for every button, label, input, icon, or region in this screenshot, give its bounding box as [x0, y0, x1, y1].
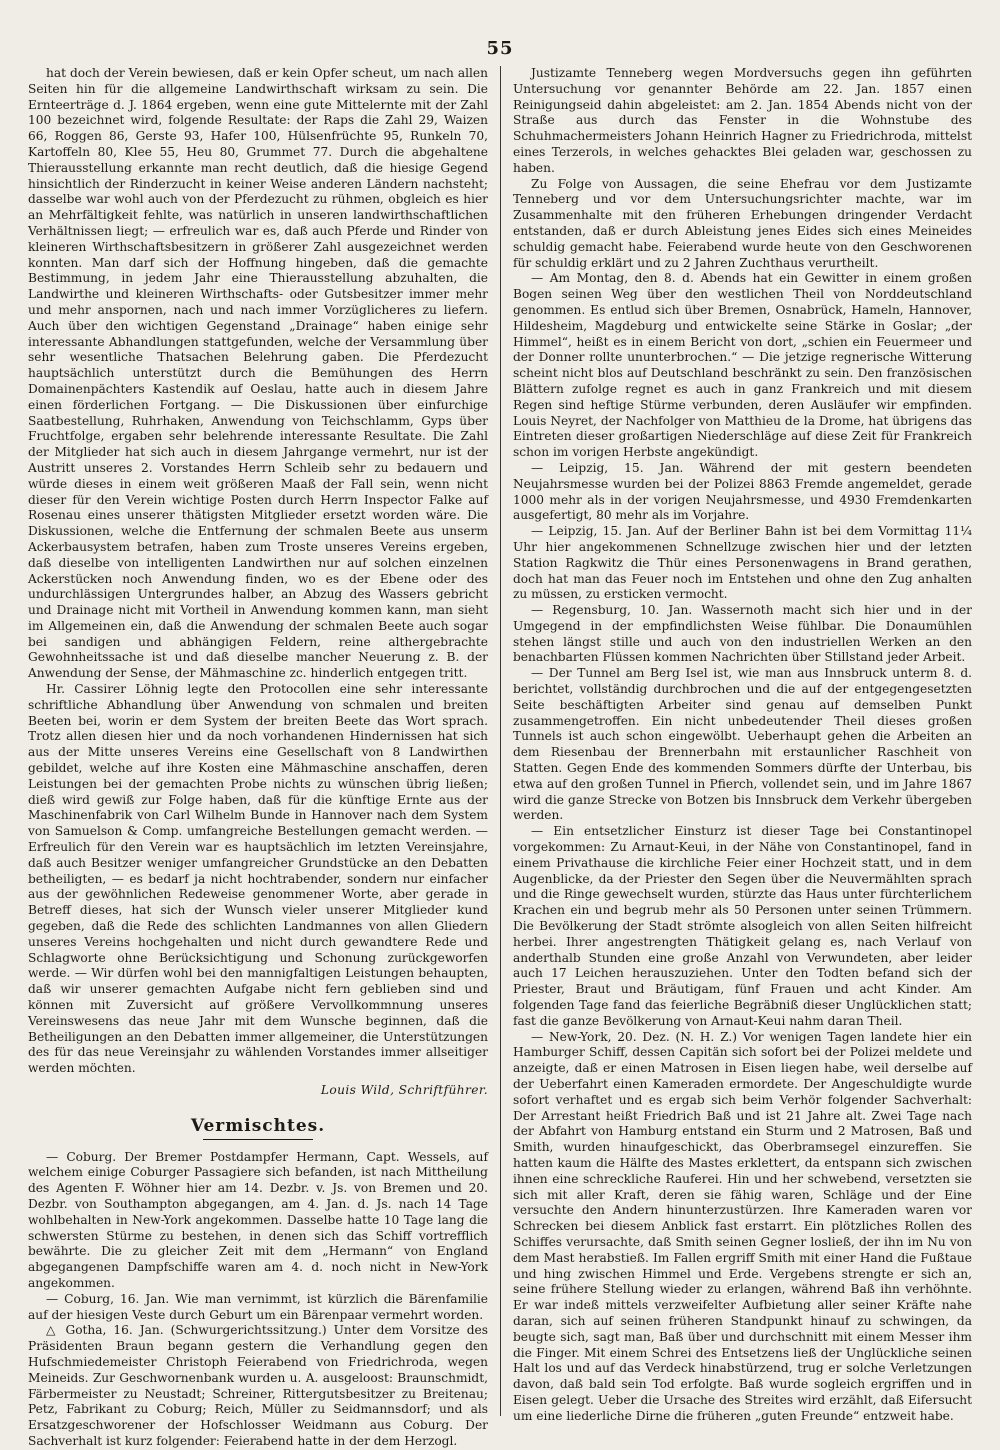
section-title-vermischtes — [28, 1115, 488, 1140]
news-item-thunderstorm: — Am Montag, den 8. d. Abends hat ein Gewitter in einem großen Bogen seinen Weg über den westlichen Theil von Norddeutschland genommen. Es entlud sich über Bremen, Osnabrück, Hameln, Hannover, Hildesheim, Magdeburg und entwickelte seine Stärke in Goslar; „der Himmel“, heißt es in einem Bericht von dort, „schien ein Feuermeer und der Donner rollte ununterbrochen.“ — Die jetzige regnerische Witterung scheint nicht blos auf Deutschland beschränkt zu sein. Den französischen Blättern zufolge regnet es auch in ganz Frankreich und mit diesem Regen sind heftige Stürme verbunden, deren Ausläufer wir empfinden. Louis Neyret, der Nachfolger von Matthieu de la Drome, hat übrigens das Eintreten dieser großartigen Niederschläge auf diese Zeit für Frankreich schon im vorigen Herbste angekündigt. — [513, 271, 972, 460]
news-item-gotha-verdict: Zu Folge von Aussagen, die seine Ehefrau vor dem Justizamte Tenneberg und vor dem Untersuchungsrichter machte, war im Zusammenhalte mit den früheren Erhebungen dringender Verdacht entstanden, daß er durch Ableistung jenes Eides sich eines Meineides schuldig gemacht habe. Feierabend wurde heute von den Geschworenen für schuldig erklärt und zu 2 Jahren Zuchthaus verurtheilt. — [513, 176, 972, 270]
right-column — [500, 66, 972, 1423]
news-item-leipzig-train-fire: — Leipzig, 15. Jan. Auf der Berliner Bahn ist bei dem Vormittag 11¼ Uhr hier angekommenen Schnellzuge zwischen hier und der letzten Station Ragkwitz die Thür eines Personenwagens in Brand gerathen, doch hat man das Feuer noch im Entstehen und ohne den Zug anhalten zu müssen, zu ersticken vermocht. — [513, 524, 972, 602]
news-item-gotha-trial: △ Gotha, 16. Jan. (Schwurgerichtssitzung.) Unter dem Vorsitze des Präsidenten Braun begann gestern die Verhandlung gegen den Hufschmiedemeister Christoph Feierabend von Friedrichroda, wegen Meineids. Zur Geschwornenbank wurden u. A. ausgeloost: Braunschmidt, Färbermeister zu Neustadt; Schreiner, Rittergutsbesitzer zu Breitenau; Petz, Fabrikant zu Coburg; Reich, Müller zu Seidmannsdorf; und als Ersatzgeschworener der Hofschlosser Weidmann aus Coburg. Der Sachverhalt ist kurz folgender: Feierabend hatte in der dem Herzogl. — [28, 1323, 488, 1448]
report-signature: Louis Wild, Schriftführer. — [320, 1083, 488, 1097]
news-item-coburg-bears: — Coburg, 16. Jan. Wie man vernimmt, ist kürzlich die Bärenfamilie auf der hiesigen Veste durch Geburt um ein Bärenpaar vermehrt worden. — [28, 1291, 488, 1322]
page-number: 55 — [486, 38, 514, 59]
news-item-regensburg-drought: — Regensburg, 10. Jan. Wassernoth macht sich hier und in der Umgegend in der empfindlichsten Weise fühlbar. Die Donaumühlen stehen längst stille und auch von den industriellen Werken an den benachbarten Flüssen kommen Nachrichten über Stillstand jeder Arbeit. — [513, 603, 972, 665]
left-column — [28, 66, 500, 1448]
news-item-new-york-ship: — New-York, 20. Dez. (N. H. Z.) Vor wenigen Tagen landete hier ein Hamburger Schiff, dessen Capitän sich sofort bei der Polizei meldete und anzeigte, daß er einen Matrosen in Eisen liegen habe, weil derselbe auf der Ueberfahrt einen Kameraden ermordete. Der Angeschuldigte wurde sofort verhaftet und es ergab sich beim Verhör folgender Sachverhalt: Der Arrestant heißt Friedrich Baß und ist 21 Jahre alt. Zwei Tage nach der Abfahrt von Hamburg entstand ein Sturm und 2 Matrosen, Baß und Smith, wurden hinaufgeschickt, das Oberbramsegel einzureffen. Sie hatten kaum die Hälfte des Mastes erklettert, da entspann sich zwischen ihnen eine schreckliche Rauferei. Hin und her schwebend, versetzten sie sich mit aller Kraft, deren sie fähig waren, Schläge und der Eine versuchte den Andern hinunterzustürzen. Ihre Kameraden waren vor Schrecken bei diesem Anblick fast erstarrt. Ein plötzliches Rollen des Schiffes verursachte, daß Smith seinen Gegner losließ, der ihn im Nu von dem Mast herabstieß. Im Fallen ergriff Smith mit einer Hand die Fußtaue und hing zwischen Himmel und Erde. Vergebens strengte er sich an, seine frühere Stellung wieder zu erlangen, während Baß ihn verhöhnte. Er war indeß mittels verzweifelter Aufbietung aller seiner Kräfte nahe daran, sich auf seinen früheren Standpunkt hinauf zu schwingen, da beugte sich, sagt man, Baß über und durchschnitt mit einem Messer ihm die Finger. Mit einem Schrei des Entsetzens ließ der Unglückliche seinen Halt los und auf das Verdeck hinabstürzend, trug er solche Verletzungen davon, daß bald sein Tod erfolgte. Baß wurde sogleich ergriffen und in Eisen gelegt. Ueber die Ursache des Streites wird erzählt, daß Eifersucht um eine liederliche Dirne die früheren „guten Freunde“ entzweit habe. — [513, 1029, 972, 1423]
news-item-leipzig-fair: — Leipzig, 15. Jan. Während der mit gestern beendeten Neujahrsmesse wurden bei der Polizei 8863 Fremde angemeldet, gerade 1000 mehr als in der vorigen Neujahrsmesse, und 4930 Fremdenkarten ausgefertigt, 80 mehr als im Vorjahre. — [513, 460, 972, 523]
news-item-isel-tunnel: — Der Tunnel am Berg Isel ist, wie man aus Innsbruck unterm 8. d. berichtet, vollständig durchbrochen und die auf der entgegengesetzten Seite beschäftigten Arbeiter sind genau auf demselben Punkt zusammengetroffen. Ein nicht unbedeutender Theil dieses großen Tunnels ist auch schon eingewölbt. Ueberhaupt gehen die Arbeiten an dem Riesenbau der Brennerbahn mit erstaunlicher Raschheit von Statten. Gegen Ende des kommenden Sommers dürfte der Unterbau, bis etwa auf den großen Tunnel in Pfierch, vollendet sein, und im Jahre 1867 wird die ganze Strecke von Botzen bis Innsbruck dem Verkehr übergeben werden. — [513, 666, 972, 823]
section-title-text: Vermischtes. — [190, 1115, 326, 1136]
news-item-constantinople-collapse: — Ein entsetzlicher Einsturz ist dieser Tage bei Constantinopel vorgekommen: Zu Arnaut-Keui, in der Nähe von Constantinopel, fand in einem Privathause die kirchliche Feier einer Hochzeit statt, und in dem Augenblicke, da der Priester den Segen über die Neuvermählten sprach und die Ringe gewechselt wurden, stürzte das Haus unter fürchterlichem Krachen ein und begrub mehr als 50 Personen unter seinen Trümmern. Die Bevölkerung der Stadt strömte alsogleich von allen Seiten hilfreicht herbei. Ihrer angestrengten Thätigkeit gelang es, nach Verlauf von anderthalb Stunden eine große Anzahl von Verwundeten, aber leider auch 17 Leichen herauszuziehen. Unter den Todten befand sich der Priester, Braut und Bräutigam, fünf Frauen und acht Kinder. Am folgenden Tage fand das feierliche Begräbniß dieser Unglücklichen statt; fast die ganze Bevölkerung von Arnaut-Keui nahm daran Theil. — [513, 824, 972, 1028]
agricultural-report-paragraph: hat doch der Verein bewiesen, daß er kein Opfer scheut, um nach allen Seiten hin für die allgemeine Landwirthschaft wirksam zu sein. Die Ernteerträge d. J. 1864 ergeben, wenn eine gute Mittelernte mit der Zahl 100 bezeichnet wird, folgende Resultate: der Raps die Zahl 29, Waizen 66, Roggen 86, Gerste 93, Hafer 100, Hülsenfrüchte 95, Runkeln 70, Kartoffeln 80, Klee 55, Heu 80, Grummet 77. Durch die abgehaltene Thierausstellung erkannte man recht deutlich, daß die hiesige Gegend hinsichtlich der Rinderzucht in keiner Weise anderen Ländern nachsteht; dasselbe war wohl auch von der Pferdezucht zu rühmen, obgleich es hier an Mehrfältigkeit fehlte, was natürlich in unseren landwirthschaftlichen Verhältnissen liegt; — erfreulich war es, daß auch Pferde und Rinder von kleineren Wirthschaftsbesitzern in größerer Zahl ausgezeichnet werden konnten. Man darf sich der Hoffnung hingeben, daß die gemachte Bestimmung, in jedem Jahr eine Thierausstellung abzuhalten, die Landwirthe und kleineren Wirthschafts- oder Gutsbesitzer immer mehr und mehr anspornen, nach und nach immer Vorzüglicheres zu liefern. Auch über den wichtigen Gegenstand „Drainage“ haben einige sehr interessante Abhandlungen stattgefunden, welche der Versammlung über sehr wesentliche Thatsachen Belehrung gaben. Die Pferdezucht hauptsächlich unterstützt durch die Bemühungen des Herrn Domainenpächters Kastendik auf Oeslau, hatte auch in diesem Jahre einen förderlichen Fortgang. — Die Diskussionen über einfurchige Saatbestellung, Ruhrhaken, Anwendung von Teichschlamm, Gyps über Fruchtfolge, ergaben sehr belehrende interessante Resultate. Die Zahl der Mitglieder hat sich auch in diesem Jahrgange vermehrt, nur ist der Austritt unseres 2. Vorstandes Herrn Schleib sehr zu bedauern und würde dieses in einem weit größeren Maaß der Fall sein, wenn nicht dieser für den Verein wichtige Posten durch Herrn Inspector Falke auf Rosenau eines unserer thätigsten Mitglieder ersetzt worden wäre. Die Diskussionen, welche die Entfernung der schmalen Beete aus unserm Ackerbausystem betrafen, haben zum Troste unseres Vereins ergeben, daß dieselbe von intelligenten Landwirthen nur auf solchen einzelnen Ackerstücken noch Anwendung finden, wo es der Ebene oder des undurchlässigen Untergrundes halber, an Abzug des Wassers gebricht und Drainage nicht mit Vortheil in Anwendung kommen kann, man sieht im Allgemeinen ein, daß die Anwendung der schmalen Beete auch sogar bei sandigen und abhängigen Feldern, reine althergebrachte Gewohnheitssache ist und daß dieselbe mancher Neuerung z. B. der Anwendung der Sense, der Mähmaschine zc. hinderlich entgegen tritt. — [28, 66, 488, 681]
text-columns — [28, 66, 976, 1448]
news-item-coburg-steamer: — Coburg. Der Bremer Postdampfer Hermann, Capt. Wessels, auf welchem einige Coburger Passagiere sich befanden, ist nach Mittheilung des Agenten F. Wöhner hier am 14. Dezbr. v. Js. von Bremen und 20. Dezbr. von Southampton abgegangen, am 4. Jan. d. Js. nach 14 Tage wohlbehalten in New-York angekommen. Dasselbe hatte 10 Tage lang die schwersten Stürme zu bestehen, in denen sich das Schiff vortrefflich bewährte. Die zu gleicher Zeit mit dem „Hermann“ von England abgegangenen Dampfschiffe waren am 4. d. noch nicht in New-York angekommen. — [28, 1149, 488, 1290]
section-title-rule — [203, 1139, 313, 1140]
agricultural-report-paragraph: Hr. Cassirer Löhnig legte den Protocollen eine sehr interessante schriftliche Abhandlung über Anwendung von schmalen und breiten Beeten bei, worin er dem System der breiten Beete das Wort sprach. Trotz allen diesen hier und da noch vorhandenen Hindernissen hat sich aus der Mitte unseres Vereins eine Gesellschaft von 8 Landwirthen gebildet, welche auf ihre Kosten eine Mähmaschine anschaffen, deren Leistungen bei der gemachten Probe nichts zu wünschen übrig ließen; dieß wird gewiß zur Folge haben, daß für die künftige Ernte aus der Maschinenfabrik von Carl Wilhelm Bunde in Hannover nach dem System von Samuelson & Comp. umfangreiche Bestellungen gemacht werden. — Erfreulich für den Verein war es hauptsächlich im letzten Vereinsjahre, daß auch Besitzer weniger umfangreicher Grundstücke an den Debatten betheiligten, — es bedarf ja nicht hochtrabender, sondern nur einfacher aus der gewöhnlichen Redeweise genommener Worte, aber gerade in Betreff dieses, hat sich der Wunsch vieler unserer Mitglieder kund gegeben, daß die Rede des schlichten Landmannes von allen Gliedern unseres Vereins hochgehalten und nicht durch gewandtere Rede und Schlagworte ohne Berücksichtigung und Schonung zurückgeworfen werde. — Wir dürfen wohl bei den mannigfaltigen Leistungen behaupten, daß wir unserer gemachten Aufgabe nicht fern geblieben sind und können mit Zuversicht auf größere Vervollkommnung unseres Vereinswesens das neue Jahr mit dem Wunsche beginnen, daß die Betheiligungen an den Debatten immer allgemeiner, die Unterstützungen des für das neue Vereinsjahr zu wählenden Vorstandes immer allseitiger werden möchten. — [28, 682, 488, 1076]
news-item-gotha-trial-cont: Justizamte Tenneberg wegen Mordversuchs gegen ihn geführten Untersuchung vor genannter Behörde am 22. Jan. 1857 einen Reinigungseid dahin abgeleistet: am 2. Jan. 1854 Abends nicht von der Straße aus durch das Fenster in die Wohnstube des Schuhmachermeisters Johann Heinrich Hagner zu Friedrichroda, mittelst eines Terzerols, in welches gehacktes Blei geladen war, geschossen zu haben. — [513, 66, 972, 175]
